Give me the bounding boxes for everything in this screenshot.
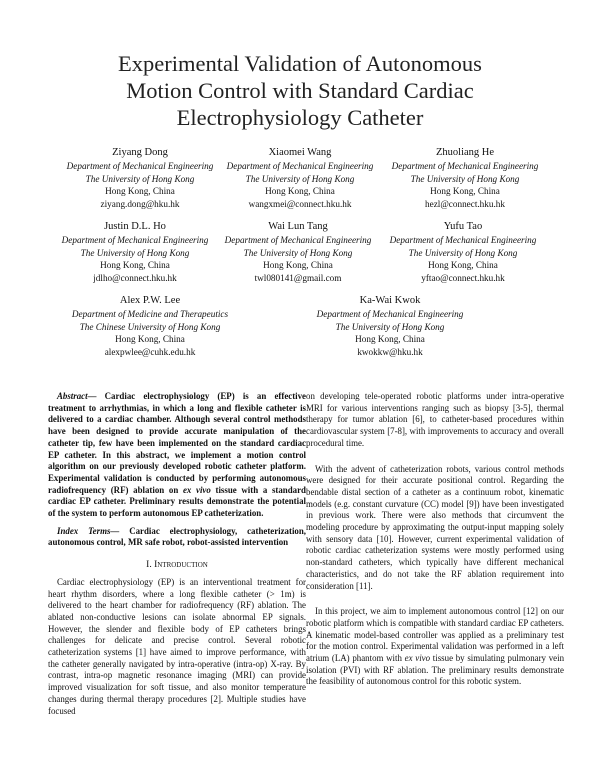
- author-email: wangxmei@connect.hku.hk: [248, 198, 352, 209]
- title-line: Motion Control with Standard Cardiac: [126, 78, 474, 103]
- index-terms: [48, 526, 306, 549]
- body-text: tissue by simulating pulmonary vein isolation (PVI) with RF ablation. The preliminary results demonstrate the feasibility of autonomous control for this robotic system.: [306, 653, 565, 687]
- author-email: ziyang.dong@hku.hk: [100, 198, 180, 209]
- author-university: The University of Hong Kong: [243, 247, 353, 258]
- author-name: Justin D.L. Ho: [104, 221, 166, 232]
- title-line: Experimental Validation of Autonomous: [118, 51, 482, 76]
- author-name: Ziyang Dong: [112, 147, 168, 158]
- author-block: [383, 219, 543, 284]
- author-location: Hong Kong, China: [100, 260, 170, 271]
- author-email: yftao@connect.hku.hk: [421, 272, 505, 283]
- left-column: [48, 391, 306, 717]
- author-block: [300, 293, 480, 358]
- right-column: [306, 391, 564, 688]
- author-location: Hong Kong, China: [428, 260, 498, 271]
- author-block: [55, 219, 215, 284]
- author-university: The University of Hong Kong: [245, 173, 355, 184]
- title-line: Electrophysiology Catheter: [176, 105, 424, 130]
- body-paragraph: [306, 606, 564, 688]
- author-university: The University of Hong Kong: [85, 173, 195, 184]
- body-paragraph: on developing tele-operated robotic platforms under intra-operative MRI for various interventions ranging such as biopsy [3-5], thermal therapy for tumor ablation [6], to catheter-based procedures within cardiovascular system [7-8], with improvements to accuracy and overall procedural time.: [306, 391, 564, 448]
- author-name: Ka-Wai Kwok: [359, 295, 421, 306]
- author-university: The University of Hong Kong: [410, 173, 520, 184]
- abstract-text: Cardiac electrophysiology (EP) is an effective treatment to arrhythmias, in which a long and flexible catheter is delivered to a cardiac chamber. Although several control methods have been designed to provide accurate manipulation of the catheter tip, few have been implemented on the standard cardiac EP catheter. In this abstract, we implement a motion control algorithm on our previously developed robotic catheter platform. Experimental validation is conducted by performing autonomous radiofrequency (RF) ablation on: [48, 391, 306, 495]
- abstract-label: Abstract—: [57, 391, 97, 401]
- author-dept: Department of Mechanical Engineering: [61, 235, 209, 245]
- author-dept: Department of Mechanical Engineering: [391, 161, 539, 171]
- author-block: [60, 293, 240, 358]
- paper-title: [60, 50, 540, 131]
- author-location: Hong Kong, China: [105, 186, 175, 197]
- author-block: [220, 145, 380, 210]
- author-email: hezl@connect.hku.hk: [425, 198, 505, 209]
- author-dept: Department of Mechanical Engineering: [316, 309, 464, 319]
- abstract-italic: ex vivo: [182, 484, 211, 495]
- author-name: Yufu Tao: [443, 221, 483, 232]
- author-location: Hong Kong, China: [265, 186, 335, 197]
- author-name: Xiaomei Wang: [268, 147, 332, 158]
- author-location: Hong Kong, China: [355, 334, 425, 345]
- author-university: The University of Hong Kong: [335, 321, 445, 332]
- author-dept: Department of Mechanical Engineering: [389, 235, 537, 245]
- author-location: Hong Kong, China: [263, 260, 333, 271]
- author-dept: Department of Medicine and Therapeutics: [71, 309, 229, 319]
- author-dept: Department of Mechanical Engineering: [226, 161, 374, 171]
- author-dept: Department of Mechanical Engineering: [224, 235, 372, 245]
- author-name: Alex P.W. Lee: [119, 295, 181, 306]
- author-block: [218, 219, 378, 284]
- author-block: [60, 145, 220, 210]
- intro-paragraph: Cardiac electrophysiology (EP) is an interventional treatment for heart rhythm disorders, where a long flexible catheter (> 1m) is delivered to the heart chamber for radiofrequency (RF) ablation. The ablated non-conductive lesions can isolate abnormal EP signals. However, the slender and flexible body of EP catheters brings challenges for delicate and precise control. Several robotic catheterization systems [1] have aimed to improve performance, with the catheter generally navigated by intra-operative (intra-op) X-ray. By contrast, intra-op magnetic resonance imaging (MRI) can provide improved visualization for soft tissue, and also monitor temperature changes during thermal therapy procedures [2]. Multiple studies have focused: [48, 576, 306, 716]
- index-terms-text: Cardiac electrophysiology, catheterization, autonomous control, MR safe robot, robot-assisted intervention: [48, 525, 307, 548]
- author-email: twl080141@gmail.com: [254, 272, 342, 283]
- author-block: [385, 145, 545, 210]
- author-dept: Department of Mechanical Engineering: [66, 161, 214, 171]
- author-name: Zhuoliang He: [435, 147, 495, 158]
- section-heading: I. Introduction: [146, 560, 208, 571]
- author-email: alexpwlee@cuhk.edu.hk: [104, 346, 196, 357]
- author-name: Wai Lun Tang: [268, 221, 328, 232]
- body-paragraph: With the advent of catheterization robots, various control methods were designed for their accurate positional control. Regarding the bendable distal section of a catheter as a continuum robot, kinematic models (e.g. constant curvature (CC) model [9]) have been investigated in previous work. There were also methods that circumvent the modeling procedure by approximating the output-input mapping solely with sensory data [10]. However, current experimental validation of robotic cardiac catheterization systems were mostly performed using non-standard catheters, which typically have different mechanical characteristics, and do not take the RF ablation requirement into consideration [11].: [306, 463, 564, 591]
- body-text: In this project, we aim to implement autonomous control [12] on our robotic platform which is compatible with standard cardiac EP catheters. A kinematic model-based controller was applied as a preliminary test for the motion control. Experimental validation was performed in a left atrium (LA) phantom with: [306, 606, 564, 664]
- index-terms-label: Index Terms—: [57, 525, 120, 536]
- author-location: Hong Kong, China: [115, 334, 185, 345]
- author-location: Hong Kong, China: [430, 186, 500, 197]
- abstract: [48, 391, 306, 520]
- author-email: jdlho@connect.hku.hk: [93, 272, 177, 283]
- body-italic: ex vivo: [404, 653, 431, 664]
- author-university: The University of Hong Kong: [408, 247, 518, 258]
- abstract-text-end: tissue with a standard cardiac EP catheter. Preliminary results demonstrate the potential of the system to perform autonomous EP catheterization.: [48, 484, 306, 519]
- author-university: The University of Hong Kong: [80, 247, 190, 258]
- author-university: The Chinese University of Hong Kong: [79, 321, 221, 332]
- author-email: kwokkw@hku.hk: [357, 346, 423, 357]
